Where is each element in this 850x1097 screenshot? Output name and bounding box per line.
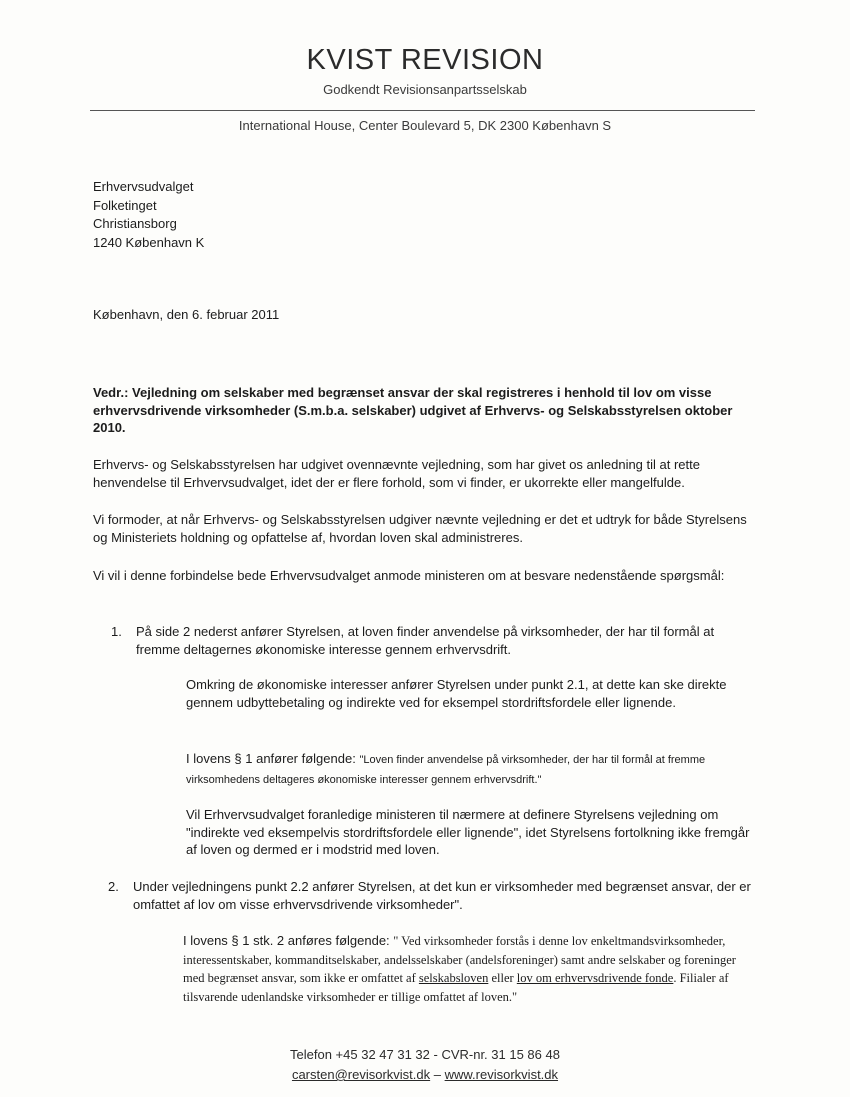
letter-date: København, den 6. februar 2011 — [93, 307, 280, 322]
law-link-selskabsloven[interactable]: selskabsloven — [418, 971, 489, 985]
question-item — [108, 878, 758, 913]
law-quote — [183, 932, 743, 1006]
law-quote — [186, 750, 746, 789]
question-number: 1. — [111, 624, 122, 639]
question-item — [111, 623, 756, 658]
letterhead-divider — [90, 110, 755, 111]
recipient-line: 1240 København K — [93, 234, 205, 250]
recipient-line: Folketinget — [93, 197, 157, 213]
footer-website-link[interactable]: www.revisorkvist.dk — [444, 1067, 559, 1082]
law-link-fondsloven[interactable]: lov om erhvervsdrivende fonde — [516, 971, 674, 985]
body-paragraph: Vi formoder, at når Erhvervs- og Selskabsstyrelsen udgiver nævnte vejledning er det et udtryk for både Styrelsens og Ministeriets holdning og opfattelse af, hvordan loven skal administreres. — [93, 512, 747, 545]
footer-separator: – — [430, 1067, 445, 1082]
question-text: På side 2 nederst anfører Styrelsen, at loven finder anvendelse på virksomheder, der har til formål at fremme deltagernes økonomiske interesse gennem erhvervsdrift. — [136, 624, 715, 657]
question-text: Under vejledningens punkt 2.2 anfører Styrelsen, at det kun er virksomheder med begrænset ansvar, der er omfattet af lov om visse erhvervsdrivende virksomheder". — [133, 879, 751, 912]
law-quote-text: eller — [488, 971, 517, 985]
law-quote-text: . Filialer af tilsvarende udenlandske virksomheder er tillige omfattet af loven." — [183, 971, 729, 1004]
body-paragraph: Vi vil i denne forbindelse bede Erhvervsudvalget anmode ministeren om at besvare nedenstående spørgsmål: — [93, 568, 725, 583]
question-detail: Vil Erhvervsudvalget foranledige ministeren til nærmere at definere Styrelsens vejledning om "indirekte ved eksempelvis stordriftsfordele eller lignende", idet Styrelsens fortolkning ikke fremgår af loven og dermed er i modstrid med loven. — [186, 807, 750, 857]
recipient-line: Christiansborg — [93, 216, 177, 231]
firm-address: International House, Center Boulevard 5, DK 2300 København S — [238, 118, 612, 133]
letter-subject: Vedr.: Vejledning om selskaber med begrænset ansvar der skal registreres i henhold til lov om visse erhvervsdrivende virksomheder (S.m.b.a. selskaber) udgivet af Erhvervs- og Selskabsstyrelsen oktober 2010. — [93, 385, 733, 435]
recipient-line: Erhvervsudvalget — [93, 179, 194, 194]
firm-subtitle: Godkendt Revisionsanpartsselskab — [323, 82, 527, 97]
recipient-address — [93, 178, 204, 252]
footer-email-link[interactable]: carsten@revisorkvist.dk — [291, 1067, 431, 1082]
law-quote-lead: I lovens § 1 stk. 2 anføres følgende: — [183, 933, 394, 948]
law-quote-text: " Ved virksomheder forstås i denne lov enkeltmandsvirksomheder, interessentskaber, kommanditselskaber, andelsselskaber (andelsforeninger) samt andre selskaber og foreninger med begrænset ansvar, som ikke er omfattet af — [183, 934, 736, 985]
footer-phone-cvr: Telefon +45 32 47 31 32 - CVR-nr. 31 15 86 48 — [290, 1047, 560, 1062]
body-paragraph: Erhvervs- og Selskabsstyrelsen har udgivet ovennævnte vejledning, som har givet os anledning til at rette henvendelse til Erhvervsudvalget, idet der er flere forhold, som vi finder, er ukorrekte eller mangelfulde. — [93, 457, 700, 490]
question-number: 2. — [108, 879, 119, 894]
footer-contact — [0, 1067, 850, 1082]
firm-name: KVIST REVISION — [306, 44, 544, 76]
question-detail: Omkring de økonomiske interesser anfører Styrelsen under punkt 2.1, at dette kan ske direkte gennem udbyttebetaling og indirekte ved for eksempel stordriftsfordele eller lignende. — [186, 677, 727, 710]
law-quote-text: "Loven finder anvendelse på virksomheder, der har til formål at fremme virksomhedens deltageres økonomiske interesser gennem erhvervsdrift." — [186, 754, 706, 786]
law-quote-lead: I lovens § 1 anfører følgende: — [186, 751, 360, 766]
